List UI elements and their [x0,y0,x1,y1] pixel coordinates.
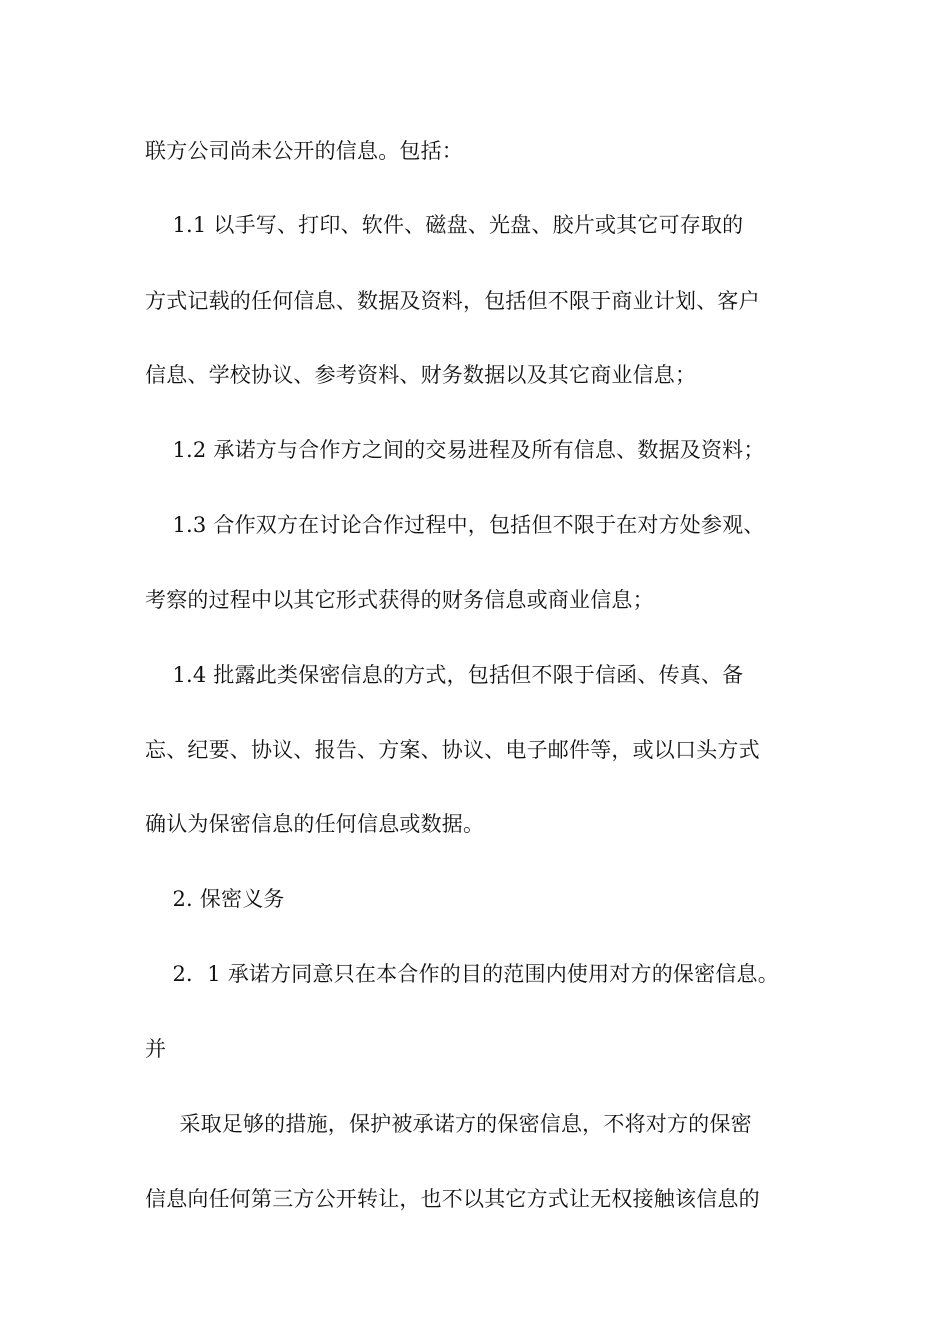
text-line-3: 方式记载的任何信息、数据及资料，包括但不限于商业计划、客户 [145,289,760,313]
text-line-10: 确认为保密信息的任何信息或数据。 [145,812,485,836]
text-line-14: 采取足够的措施，保护被承诺方的保密信息，不将对方的保密 [145,1112,752,1136]
text-line-8: 1.4 批露此类保密信息的方式，包括但不限于信函、传真、备 [145,663,744,687]
text-line-5: 1.2 承诺方与合作方之间的交易进程及所有信息、数据及资料； [145,438,765,462]
text-line-11: 2. 保密义务 [145,887,285,911]
text-line-6: 1.3 合作双方在讨论合作过程中，包括但不限于在对方处参观、 [145,513,765,537]
text-line-12: 2．1 承诺方同意只在本合作的目的范围内使用对方的保密信息。 [145,962,779,986]
text-line-4: 信息、学校协议、参考资料、财务数据以及其它商业信息； [145,363,697,387]
text-line-15: 信息向任何第三方公开转让，也不以其它方式让无权接触该信息的 [145,1187,760,1211]
text-line-1: 联方公司尚未公开的信息。包括： [145,139,463,163]
text-line-7: 考察的过程中以其它形式获得的财务信息或商业信息； [145,588,654,612]
text-line-2: 1.1 以手写、打印、软件、磁盘、光盘、胶片或其它可存取的 [145,213,744,237]
text-line-13: 并 [145,1037,167,1061]
text-line-9: 忘、纪要、协议、报告、方案、协议、电子邮件等，或以口头方式 [145,738,760,762]
